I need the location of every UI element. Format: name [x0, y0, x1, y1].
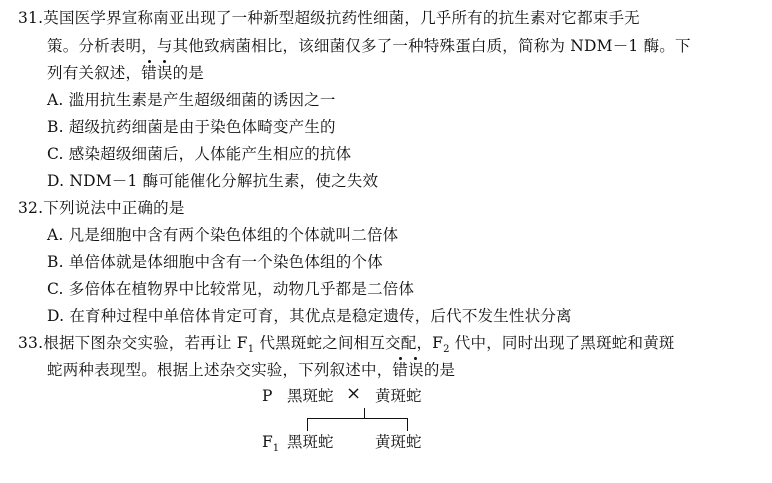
q33-stem-text-2-post: 的是 — [423, 361, 456, 379]
diagram-f1-label — [262, 432, 280, 455]
q31-number: 31. — [18, 9, 44, 27]
q31-stem-text-3-post: 的是 — [172, 64, 205, 82]
q31-stem-line-3 — [47, 63, 204, 83]
diagram-cross-symbol: × — [346, 383, 362, 404]
q33-emphasis-char-1: 错 — [392, 361, 409, 379]
diagram-f1-subscript: 1 — [272, 443, 280, 455]
diagram-branch-line — [307, 418, 408, 419]
q31-stem-line-2 — [47, 36, 691, 56]
q31-option-a: A. 滥用抗生素是产生超级细菌的诱因之一 — [47, 91, 336, 109]
q33-stem-text-1b: 代黑斑蛇之间相互交配，F — [254, 334, 444, 352]
q31-emphasis-char-2: 误 — [156, 64, 173, 82]
q32-option-a: A. 凡是细胞中含有两个染色体组的个体就叫二倍体 — [47, 226, 399, 244]
diagram-f1-offspring-left: 黑斑蛇 — [287, 433, 334, 451]
diagram-p-parent-right: 黄斑蛇 — [375, 387, 422, 405]
diagram-left-drop-line — [307, 418, 308, 431]
q33-stem-text-1a: 根据下图杂交实验，若再让 F — [43, 334, 248, 352]
q31-stem-line-1 — [18, 8, 640, 28]
q31-stem-text-3-pre: 列有关叙述， — [47, 64, 142, 82]
q32-option-c: C. 多倍体在植物界中比较常见，动物几乎都是二倍体 — [47, 280, 415, 298]
diagram-right-drop-line — [407, 418, 408, 431]
q32-stem-text: 下列说法中正确的是 — [43, 199, 185, 217]
q33-stem-text-1c: 代中，同时出现了黑斑蛇和黄斑 — [449, 334, 675, 352]
diagram-f1-letter: F — [262, 433, 273, 451]
q33-number: 33. — [18, 334, 44, 352]
q33-emphasis-char-2: 误 — [408, 361, 424, 379]
q32-option-b: B. 单倍体就是体细胞中含有一个染色体组的个体 — [47, 253, 383, 271]
q31-emphasis-char-1: 错 — [141, 64, 157, 82]
q31-stem-text-1: 英国医学界宣称南亚出现了一种新型超级抗药性细菌，几乎所有的抗生素对它都束手无 — [43, 9, 640, 27]
q33-stem-text-2-pre: 蛇两种表现型。根据上述杂交实验，下列叙述中， — [47, 361, 393, 379]
diagram-f1-offspring-right: 黄斑蛇 — [375, 433, 422, 451]
q33-stem-line-2 — [47, 360, 455, 380]
q32-option-d: D. 在育种过程中单倍体肯定可育，其优点是稳定遗传，后代不发生性状分离 — [47, 307, 572, 325]
diagram-p-label: P — [262, 387, 273, 405]
q33-subscript-1: 1 — [247, 344, 255, 356]
q32-stem-line — [18, 198, 185, 218]
diagram-p-parent-left: 黑斑蛇 — [287, 387, 334, 405]
q31-option-c: C. 感染超级细菌后，人体能产生相应的抗体 — [47, 145, 352, 163]
q31-option-d: D. NDM－1 酶可能催化分解抗生素，使之失效 — [47, 172, 379, 190]
q32-number: 32. — [18, 199, 44, 217]
q33-subscript-2: 2 — [443, 344, 450, 356]
q33-stem-line-1 — [18, 333, 675, 356]
q31-stem-text-2: 策。分析表明，与其他致病菌相比，该细菌仅多了一种特殊蛋白质，简称为 NDM－1 酶。下 — [47, 37, 691, 55]
q31-option-b: B. 超级抗药细菌是由于染色体畸变产生的 — [47, 118, 336, 136]
